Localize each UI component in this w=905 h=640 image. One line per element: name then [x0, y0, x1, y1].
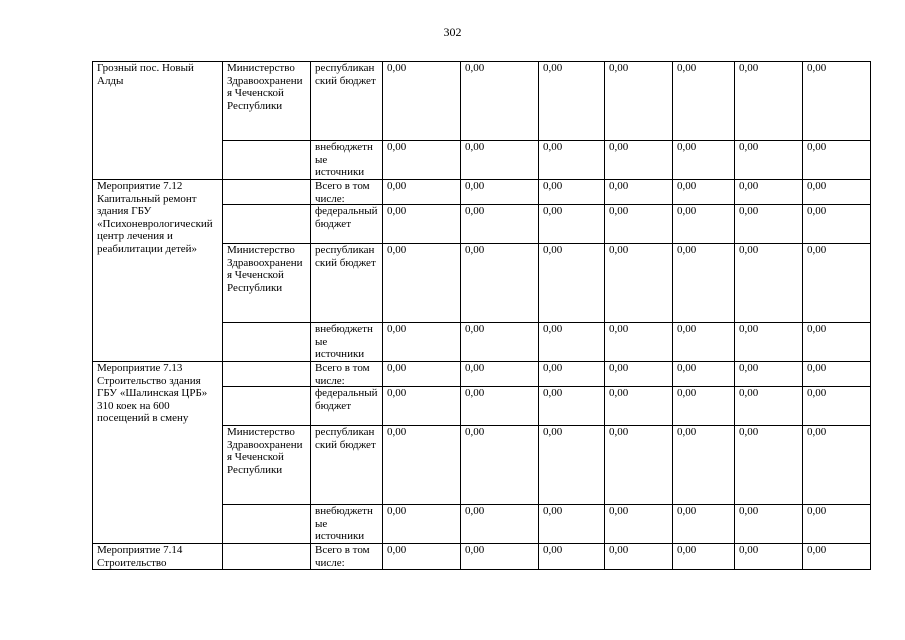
- table-row: [93, 544, 871, 570]
- value-cell: 0,00: [673, 323, 735, 362]
- source-cell: республиканский бюджет: [311, 244, 383, 323]
- value-cell: 0,00: [383, 426, 461, 505]
- executor-cell: [223, 544, 311, 570]
- executor-cell: [223, 180, 311, 205]
- executor-cell: [223, 362, 311, 387]
- value-cell: 0,00: [735, 323, 803, 362]
- source-cell: [311, 180, 383, 205]
- executor-cell: [223, 505, 311, 544]
- source-cell: внебюджетные источники: [311, 323, 383, 362]
- value-cell: 0,00: [539, 62, 605, 141]
- value-cell: 0,00: [605, 323, 673, 362]
- source-cell: республиканский бюджет: [311, 426, 383, 505]
- value-cell: 0,00: [735, 62, 803, 141]
- value-cell: 0,00: [605, 362, 673, 387]
- value-cell: 0,00: [539, 244, 605, 323]
- value-cell: 0,00: [605, 180, 673, 205]
- source-cell: внебюджетные источники: [311, 141, 383, 180]
- value-cell: 0,00: [735, 426, 803, 505]
- value-cell: 0,00: [539, 544, 605, 570]
- value-cell: 0,00: [383, 244, 461, 323]
- value-cell: 0,00: [461, 544, 539, 570]
- value-cell: 0,00: [605, 62, 673, 141]
- value-cell: 0,00: [461, 362, 539, 387]
- value-cell: 0,00: [673, 205, 735, 244]
- value-cell: 0,00: [383, 362, 461, 387]
- value-cell: 0,00: [461, 62, 539, 141]
- value-cell: 0,00: [735, 205, 803, 244]
- source-cell: [311, 544, 383, 570]
- value-cell: 0,00: [383, 387, 461, 426]
- executor-cell: Министерство Здравоохранения Чеченской Республики: [223, 244, 311, 323]
- value-cell: 0,00: [539, 362, 605, 387]
- value-cell: 0,00: [461, 244, 539, 323]
- executor-cell: [223, 387, 311, 426]
- value-cell: 0,00: [539, 426, 605, 505]
- value-cell: 0,00: [461, 387, 539, 426]
- value-cell: 0,00: [461, 323, 539, 362]
- value-cell: 0,00: [803, 180, 871, 205]
- value-cell: 0,00: [539, 387, 605, 426]
- value-cell: 0,00: [803, 544, 871, 570]
- value-cell: 0,00: [735, 362, 803, 387]
- value-cell: 0,00: [383, 205, 461, 244]
- source-label: Всего в том числе:: [315, 180, 370, 204]
- value-cell: 0,00: [461, 426, 539, 505]
- value-cell: 0,00: [673, 426, 735, 505]
- value-cell: 0,00: [461, 205, 539, 244]
- table-row: [93, 362, 871, 387]
- value-cell: 0,00: [803, 141, 871, 180]
- value-cell: 0,00: [605, 426, 673, 505]
- value-cell: 0,00: [605, 505, 673, 544]
- value-cell: 0,00: [461, 141, 539, 180]
- value-cell: 0,00: [735, 180, 803, 205]
- page-number: 302: [443, 25, 462, 39]
- value-cell: 0,00: [461, 505, 539, 544]
- value-cell: 0,00: [539, 141, 605, 180]
- event-cell: Мероприятие 7.14 Строительство: [93, 544, 223, 570]
- value-cell: 0,00: [383, 505, 461, 544]
- value-cell: 0,00: [803, 244, 871, 323]
- event-cell: Мероприятие 7.12 Капитальный ремонт здания ГБУ «Психоневрологический центр лечения и реабилитации детей»: [93, 180, 223, 362]
- source-cell: республиканский бюджет: [311, 62, 383, 141]
- executor-cell: [223, 323, 311, 362]
- source-cell: внебюджетные источники: [311, 505, 383, 544]
- value-cell: 0,00: [673, 244, 735, 323]
- table-row: [93, 180, 871, 205]
- value-cell: 0,00: [673, 505, 735, 544]
- executor-cell: [223, 141, 311, 180]
- value-cell: 0,00: [383, 323, 461, 362]
- value-cell: 0,00: [735, 505, 803, 544]
- value-cell: 0,00: [803, 62, 871, 141]
- source-label: Всего в том числе:: [315, 362, 370, 386]
- value-cell: 0,00: [605, 244, 673, 323]
- value-cell: 0,00: [735, 387, 803, 426]
- value-cell: 0,00: [673, 387, 735, 426]
- value-cell: 0,00: [605, 544, 673, 570]
- value-cell: 0,00: [803, 323, 871, 362]
- table-row: [93, 62, 871, 141]
- value-cell: 0,00: [673, 141, 735, 180]
- source-cell: федеральный бюджет: [311, 205, 383, 244]
- value-cell: 0,00: [803, 505, 871, 544]
- value-cell: 0,00: [461, 180, 539, 205]
- value-cell: 0,00: [803, 426, 871, 505]
- event-cell: Грозный пос. Новый Алды: [93, 62, 223, 180]
- value-cell: 0,00: [539, 505, 605, 544]
- value-cell: 0,00: [383, 544, 461, 570]
- value-cell: 0,00: [735, 244, 803, 323]
- value-cell: 0,00: [803, 362, 871, 387]
- value-cell: 0,00: [673, 62, 735, 141]
- value-cell: 0,00: [803, 387, 871, 426]
- value-cell: 0,00: [539, 323, 605, 362]
- executor-cell: [223, 205, 311, 244]
- value-cell: 0,00: [605, 387, 673, 426]
- value-cell: 0,00: [383, 180, 461, 205]
- value-cell: 0,00: [383, 62, 461, 141]
- value-cell: 0,00: [803, 205, 871, 244]
- value-cell: 0,00: [735, 141, 803, 180]
- value-cell: 0,00: [673, 362, 735, 387]
- source-cell: федеральный бюджет: [311, 387, 383, 426]
- value-cell: 0,00: [539, 180, 605, 205]
- value-cell: 0,00: [673, 180, 735, 205]
- executor-cell: Министерство Здравоохранения Чеченской Республики: [223, 62, 311, 141]
- value-cell: 0,00: [605, 141, 673, 180]
- value-cell: 0,00: [605, 205, 673, 244]
- event-cell: Мероприятие 7.13 Строительство здания ГБУ «Шалинская ЦРБ» 310 коек на 600 посещений в смену: [93, 362, 223, 544]
- source-label: Всего в том числе:: [315, 544, 370, 568]
- budget-table: [92, 61, 871, 570]
- value-cell: 0,00: [383, 141, 461, 180]
- value-cell: 0,00: [539, 205, 605, 244]
- executor-cell: Министерство Здравоохранения Чеченской Республики: [223, 426, 311, 505]
- value-cell: 0,00: [673, 544, 735, 570]
- source-cell: [311, 362, 383, 387]
- value-cell: 0,00: [735, 544, 803, 570]
